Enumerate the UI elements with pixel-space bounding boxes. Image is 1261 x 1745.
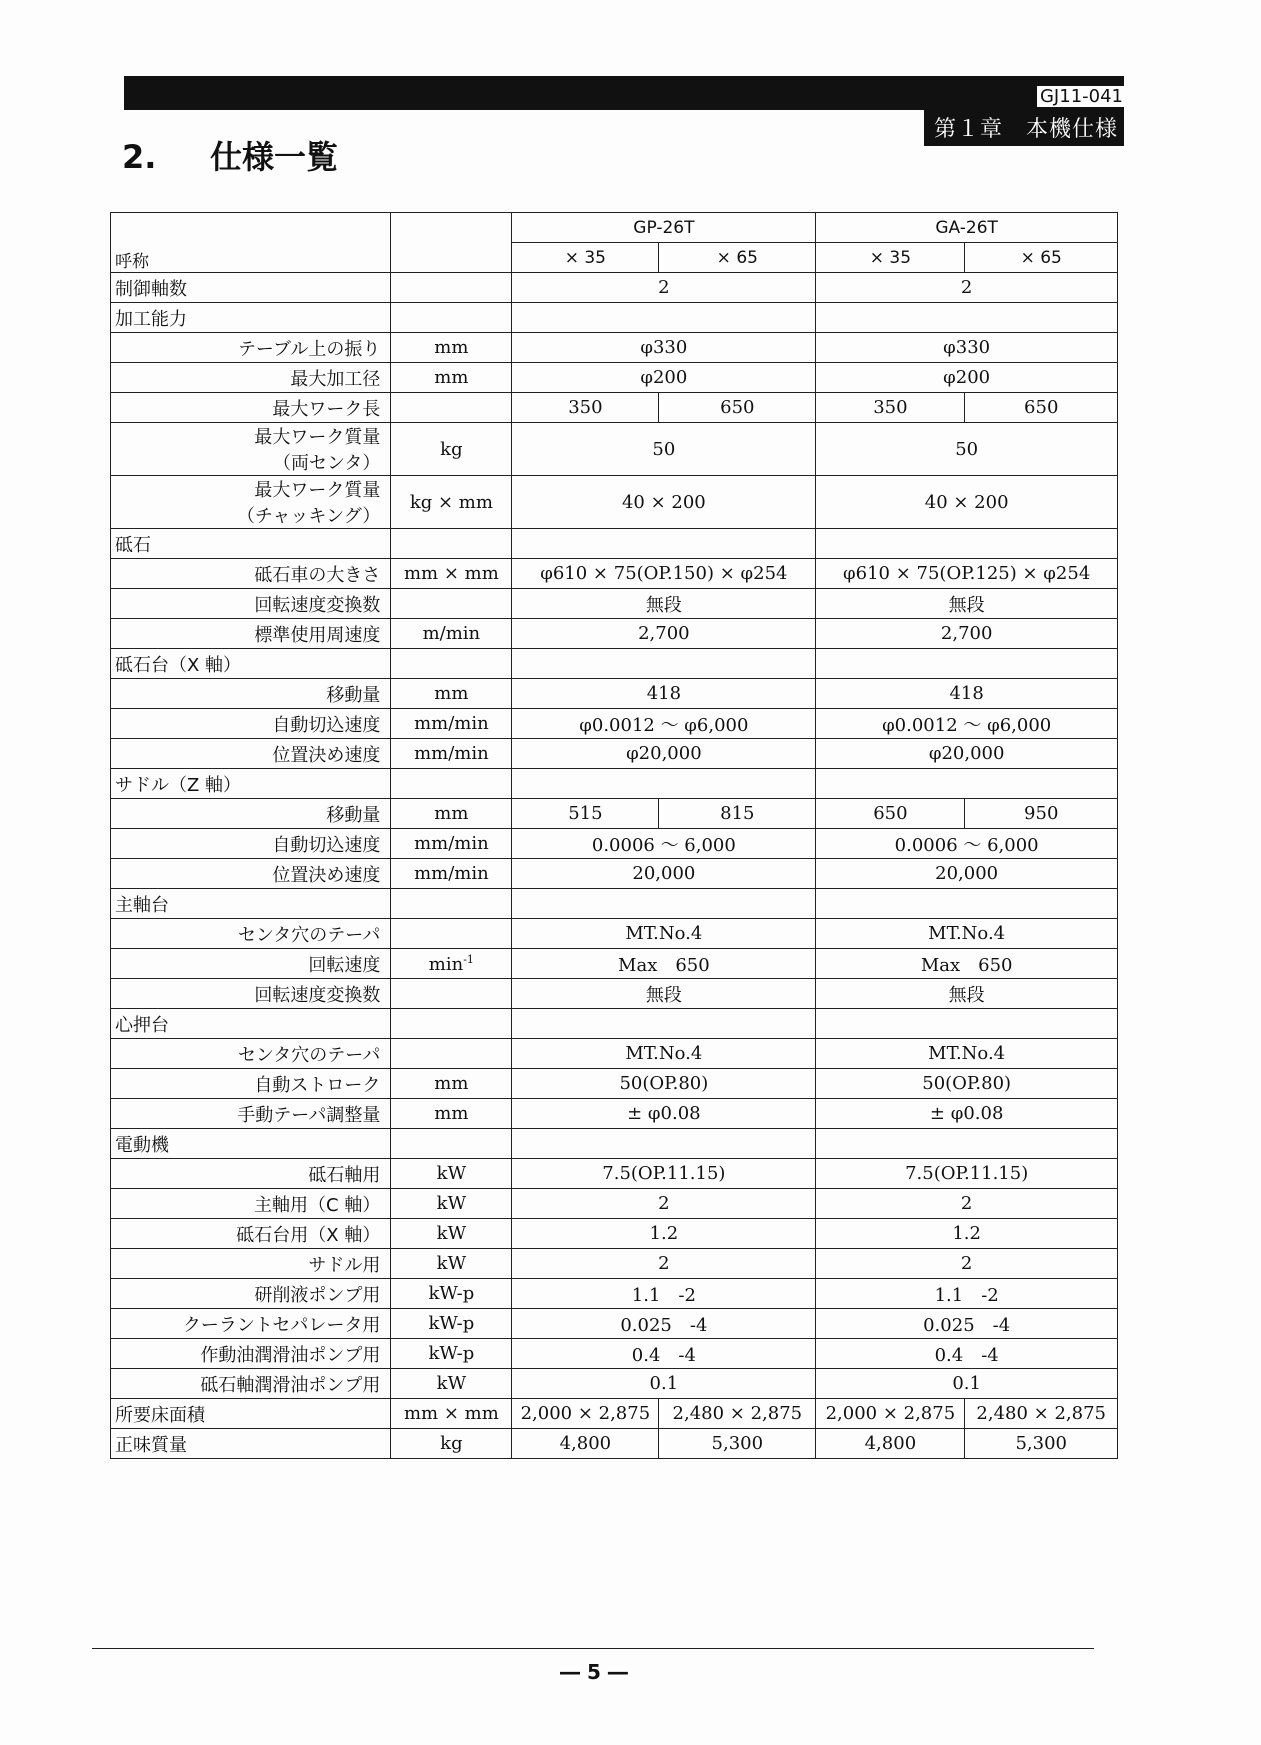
table-row (111, 1309, 1118, 1339)
cell-value: 7.5(OP.11.15) (512, 1159, 816, 1189)
table-row (111, 273, 1118, 303)
unit-cell: kW (391, 1159, 512, 1189)
unit-cell: m/min (391, 619, 512, 649)
cell-value: MT.No.4 (816, 1039, 1118, 1069)
row-label: 制御軸数 (111, 273, 391, 303)
cell-value: 無段 (816, 589, 1118, 619)
model-gp26t-header: GP-26T (512, 213, 816, 243)
row-label: 最大ワーク長 (111, 393, 391, 423)
cell-value: φ0.0012 〜 φ6,000 (512, 709, 816, 739)
table-row (111, 1339, 1118, 1369)
cell-value: φ330 (512, 333, 816, 363)
cell-value: φ20,000 (512, 739, 816, 769)
cell-value: 650 (965, 393, 1118, 423)
cell-value: Max 650 (816, 949, 1118, 979)
row-label: 移動量 (111, 679, 391, 709)
cell-value: 2 (816, 1249, 1118, 1279)
cell-value: 2 (512, 1249, 816, 1279)
unit-cell: mm (391, 799, 512, 829)
cell-value: 2 (816, 1189, 1118, 1219)
row-label: 主軸用（C 軸） (111, 1189, 391, 1219)
variant-header: × 35 (512, 243, 659, 273)
nominal-header: 呼称 (111, 213, 391, 273)
category-label: 砥石台（X 軸） (111, 649, 391, 679)
row-label (111, 423, 391, 476)
variant-header: × 65 (965, 243, 1118, 273)
unit-cell: kg × mm (391, 476, 512, 529)
table-row (111, 1399, 1118, 1429)
row-label: 作動油潤滑油ポンプ用 (111, 1339, 391, 1369)
cell-value: 418 (816, 679, 1118, 709)
table-row (111, 799, 1118, 829)
section-title (122, 132, 338, 178)
cell-value: 2,700 (816, 619, 1118, 649)
row-label: 研削液ポンプ用 (111, 1279, 391, 1309)
table-row (111, 303, 1118, 333)
unit-cell: kg (391, 1429, 512, 1459)
table-row (111, 1219, 1118, 1249)
cell-value: 50 (512, 423, 816, 476)
unit-cell: mm (391, 363, 512, 393)
unit-cell: kW (391, 1249, 512, 1279)
cell-value: 無段 (816, 979, 1118, 1009)
table-row (111, 919, 1118, 949)
row-label: 標準使用周速度 (111, 619, 391, 649)
unit-header (391, 213, 512, 273)
unit-cell: mm/min (391, 709, 512, 739)
cell-value: 50(OP.80) (816, 1069, 1118, 1099)
row-label: 砥石軸用 (111, 1159, 391, 1189)
cell-value: 40 × 200 (816, 476, 1118, 529)
table-row (111, 1129, 1118, 1159)
table-row (111, 1069, 1118, 1099)
cell-value: 2,000 × 2,875 (816, 1399, 965, 1429)
cell-value: 650 (816, 799, 965, 829)
table-row (111, 619, 1118, 649)
unit-cell: mm/min (391, 859, 512, 889)
unit-cell: mm (391, 1069, 512, 1099)
table-row (111, 363, 1118, 393)
cell-value: φ200 (816, 363, 1118, 393)
table-row (111, 1039, 1118, 1069)
unit-base: min (428, 953, 464, 975)
cell-value: 0.0006 〜 6,000 (816, 829, 1118, 859)
table-row (111, 1099, 1118, 1129)
cell-value: 4,800 (512, 1429, 659, 1459)
table-row (111, 559, 1118, 589)
unit-cell (391, 949, 512, 979)
unit-cell: mm (391, 1099, 512, 1129)
row-label: 手動テーパ調整量 (111, 1099, 391, 1129)
unit-cell: mm × mm (391, 559, 512, 589)
cell-value: MT.No.4 (512, 1039, 816, 1069)
row-label: テーブル上の振り (111, 333, 391, 363)
category-label: 加工能力 (111, 303, 391, 333)
row-label: 自動切込速度 (111, 709, 391, 739)
table-row (111, 709, 1118, 739)
category-label: 電動機 (111, 1129, 391, 1159)
cell-value: 7.5(OP.11.15) (816, 1159, 1118, 1189)
page-number: ― 5 ― (560, 1660, 628, 1684)
cell-value: 418 (512, 679, 816, 709)
cell-value: 20,000 (512, 859, 816, 889)
unit-cell: mm (391, 679, 512, 709)
row-label: 自動切込速度 (111, 829, 391, 859)
cell-value: 50(OP.80) (512, 1069, 816, 1099)
cell-value: 0.025 -4 (512, 1309, 816, 1339)
table-row (111, 529, 1118, 559)
table-row (111, 949, 1118, 979)
cell-value: φ610 × 75(OP.125) × φ254 (816, 559, 1118, 589)
table-row (111, 859, 1118, 889)
category-label: 砥石 (111, 529, 391, 559)
row-label: 最大加工径 (111, 363, 391, 393)
row-label: 位置決め速度 (111, 859, 391, 889)
cell-value: φ330 (816, 333, 1118, 363)
spec-table (110, 212, 1118, 1459)
cell-value: 0.1 (512, 1369, 816, 1399)
row-label (111, 476, 391, 529)
cell-value: 650 (659, 393, 816, 423)
cell-value: 20,000 (816, 859, 1118, 889)
cell-value: 950 (965, 799, 1118, 829)
cell-value: 2,480 × 2,875 (965, 1399, 1118, 1429)
row-label: 回転速度変換数 (111, 979, 391, 1009)
category-label: 主軸台 (111, 889, 391, 919)
unit-cell: mm/min (391, 739, 512, 769)
section-title-text: 仕様一覧 (210, 138, 339, 176)
table-row (111, 1279, 1118, 1309)
table-row (111, 769, 1118, 799)
table-row (111, 589, 1118, 619)
row-label: 砥石車の大きさ (111, 559, 391, 589)
table-row (111, 333, 1118, 363)
cell-value: ± φ0.08 (512, 1099, 816, 1129)
cell-value: 1.1 -2 (512, 1279, 816, 1309)
cell-value: MT.No.4 (816, 919, 1118, 949)
cell-value: 40 × 200 (512, 476, 816, 529)
variant-header: × 65 (659, 243, 816, 273)
chapter-label: 第１章 本機仕様 (924, 110, 1124, 146)
variant-header: × 35 (816, 243, 965, 273)
cell-value: φ20,000 (816, 739, 1118, 769)
cell-value: 515 (512, 799, 659, 829)
table-row (111, 829, 1118, 859)
table-row (111, 649, 1118, 679)
cell-value: Max 650 (512, 949, 816, 979)
row-label-line: 最大ワーク質量 (254, 427, 381, 448)
cell-value: 1.2 (512, 1219, 816, 1249)
cell-value: φ200 (512, 363, 816, 393)
unit-cell: mm (391, 333, 512, 363)
row-label: 所要床面積 (111, 1399, 391, 1429)
cell-value: 5,300 (965, 1429, 1118, 1459)
table-row (111, 1159, 1118, 1189)
footer-rule (92, 1648, 1094, 1649)
cell-value: 2,700 (512, 619, 816, 649)
unit-cell: mm × mm (391, 1399, 512, 1429)
cell-value: 0.1 (816, 1369, 1118, 1399)
unit-exponent: -1 (463, 952, 474, 966)
row-label: 砥石台用（X 軸） (111, 1219, 391, 1249)
unit-cell: kg (391, 423, 512, 476)
cell-value: 4,800 (816, 1429, 965, 1459)
row-label: 回転速度 (111, 949, 391, 979)
row-label: 自動ストローク (111, 1069, 391, 1099)
cell-value: 2,000 × 2,875 (512, 1399, 659, 1429)
cell-value: 815 (659, 799, 816, 829)
cell-value: 0.025 -4 (816, 1309, 1118, 1339)
document-code: GJ11-041 (1037, 86, 1126, 107)
cell-value: MT.No.4 (512, 919, 816, 949)
row-label: クーラントセパレータ用 (111, 1309, 391, 1339)
table-row (111, 1429, 1118, 1459)
row-label: 回転速度変換数 (111, 589, 391, 619)
table-row (111, 679, 1118, 709)
cell-value: 2 (512, 273, 816, 303)
section-number: 2. (122, 138, 157, 176)
unit-cell: kW (391, 1219, 512, 1249)
unit-cell: kW (391, 1189, 512, 1219)
cell-value: 2 (816, 273, 1118, 303)
table-row (111, 1189, 1118, 1219)
row-label: 正味質量 (111, 1429, 391, 1459)
cell-value: 0.4 -4 (512, 1339, 816, 1369)
unit-cell: kW-p (391, 1339, 512, 1369)
table-row (111, 423, 1118, 476)
cell-value: 1.2 (816, 1219, 1118, 1249)
table-row (111, 476, 1118, 529)
table-row (111, 213, 1118, 243)
table-row (111, 889, 1118, 919)
cell-value: 5,300 (659, 1429, 816, 1459)
cell-value: 2 (512, 1189, 816, 1219)
table-row (111, 739, 1118, 769)
model-ga26t-header: GA-26T (816, 213, 1118, 243)
cell-value: 350 (512, 393, 659, 423)
table-row (111, 979, 1118, 1009)
cell-value: 1.1 -2 (816, 1279, 1118, 1309)
cell-value: φ0.0012 〜 φ6,000 (816, 709, 1118, 739)
row-label: 砥石軸潤滑油ポンプ用 (111, 1369, 391, 1399)
row-label-line: （両センタ） (273, 453, 381, 474)
unit-cell: kW-p (391, 1309, 512, 1339)
row-label: センタ穴のテーパ (111, 1039, 391, 1069)
category-label: 心押台 (111, 1009, 391, 1039)
table-row (111, 1249, 1118, 1279)
cell-value: φ610 × 75(OP.150) × φ254 (512, 559, 816, 589)
row-label: サドル用 (111, 1249, 391, 1279)
cell-value: 50 (816, 423, 1118, 476)
unit-cell: mm/min (391, 829, 512, 859)
cell-value: 2,480 × 2,875 (659, 1399, 816, 1429)
cell-value: 0.0006 〜 6,000 (512, 829, 816, 859)
cell-value: 無段 (512, 589, 816, 619)
table-row (111, 393, 1118, 423)
cell-value: 0.4 -4 (816, 1339, 1118, 1369)
header-bar (124, 76, 1124, 110)
cell-value: ± φ0.08 (816, 1099, 1118, 1129)
row-label: センタ穴のテーパ (111, 919, 391, 949)
table-row (111, 1369, 1118, 1399)
row-label-line: 最大ワーク質量 (254, 480, 381, 501)
row-label: 移動量 (111, 799, 391, 829)
cell-value: 無段 (512, 979, 816, 1009)
row-label-line: （チャッキング） (236, 506, 381, 527)
category-label: サドル（Z 軸） (111, 769, 391, 799)
cell-value: 350 (816, 393, 965, 423)
unit-cell: kW-p (391, 1279, 512, 1309)
row-label: 位置決め速度 (111, 739, 391, 769)
table-row (111, 1009, 1118, 1039)
unit-cell: kW (391, 1369, 512, 1399)
